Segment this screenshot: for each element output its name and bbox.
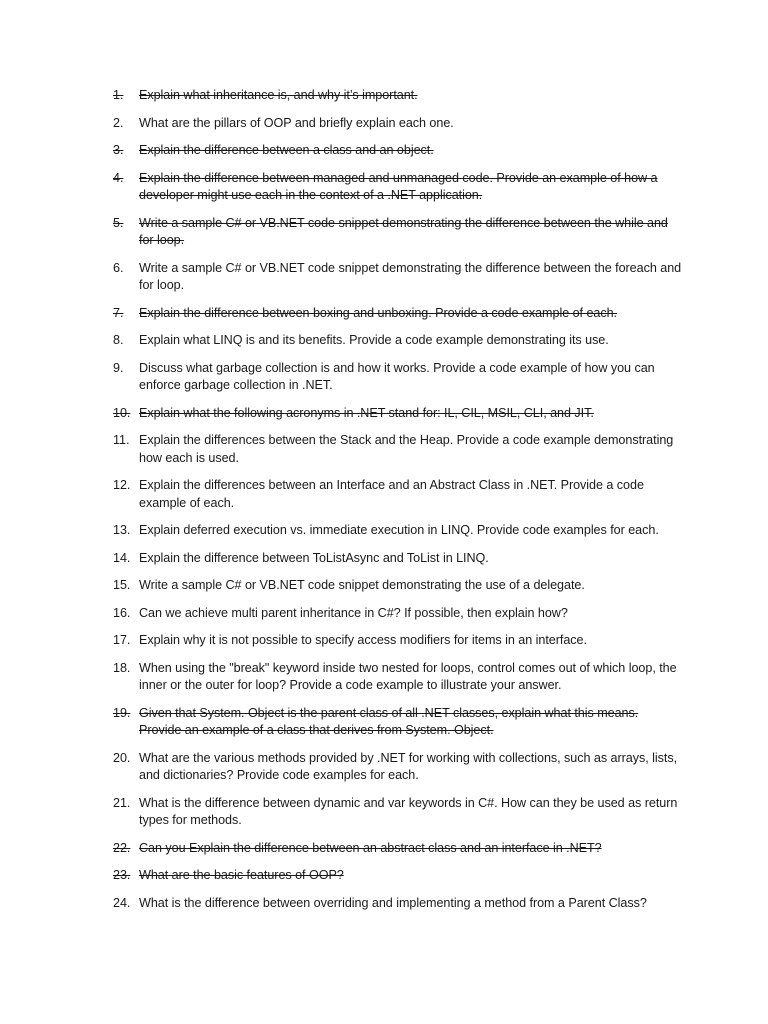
list-item [113,750,683,785]
list-item-text: What are the basic features of OOP? [139,868,344,882]
list-item-text: Can we achieve multi parent inheritance in C#? If possible, then explain how? [139,605,568,620]
list-item-number: 7. [113,305,124,320]
list-item [113,577,683,595]
list-item [113,87,683,105]
list-item-text: Explain the differences between an Interface and an Abstract Class in .NET. Provide a code example of each. [139,478,644,510]
list-item-number: 2. [113,115,124,130]
list-item [113,867,683,885]
list-item-number: 23. [113,868,131,882]
list-item-number: 4. [113,170,124,185]
list-item-text: Explain the difference between ToListAsync and ToList in LINQ. [139,550,489,565]
list-item-text: Discuss what garbage collection is and how it works. Provide a code example of how you can enforce garbage collection in .NET. [139,360,655,392]
list-item-number: 16. [113,605,131,620]
list-item [113,522,683,540]
list-item-number: 1. [113,88,124,102]
list-item-text: Explain why it is not possible to specify access modifiers for items in an interface. [139,633,587,647]
list-item [113,360,683,395]
list-item-number: 20. [113,750,131,765]
list-item [113,170,683,205]
list-item-text: Explain what the following acronyms in .NET stand for: IL, CIL, MSIL, CLI, and JIT. [139,405,594,420]
list-item [113,840,683,858]
list-item-text: When using the "break" keyword inside two nested for loops, control comes out of which loop, the inner or the outer for loop? Provide a code example to illustrate your answer. [139,660,677,692]
list-item-text: Explain the differences between the Stack and the Heap. Provide a code example demonstrating how each is used. [139,433,674,465]
list-item [113,605,683,623]
list-item-text: Write a sample C# or VB.NET code snippet demonstrating the difference between the while and for loop. [139,215,668,247]
list-item [113,305,683,323]
list-item-text: Explain the difference between a class and an object. [139,143,434,157]
list-item [113,142,683,160]
list-item [113,332,683,350]
list-item-text: Write a sample C# or VB.NET code snippet demonstrating the difference between the foreach and for loop. [139,260,682,292]
list-item-text: What are the pillars of OOP and briefly explain each one. [139,115,454,130]
list-item-number: 17. [113,633,131,647]
list-item-text: Write a sample C# or VB.NET code snippet demonstrating the use of a delegate. [139,578,585,592]
list-item-text: Explain what LINQ is and its benefits. Provide a code example demonstrating its use. [139,333,609,347]
list-item [113,895,683,913]
list-item [113,477,683,512]
list-item [113,632,683,650]
list-item-number: 6. [113,260,124,275]
list-item-number: 18. [113,660,131,675]
list-item [113,260,683,295]
list-item [113,215,683,250]
list-item-number: 10. [113,405,131,420]
list-item [113,550,683,568]
list-item-number: 5. [113,215,124,230]
list-item-number: 19. [113,705,131,720]
list-item [113,115,683,133]
list-item-text: Explain the difference between managed and unmanaged code. Provide an example of how a developer might use each in the context of a .NET application. [139,170,658,202]
list-item-text: Explain deferred execution vs. immediate execution in LINQ. Provide code examples for each. [139,523,659,537]
list-item-number: 21. [113,795,131,810]
list-item-text: Explain what inheritance is, and why it’s important. [139,88,418,102]
list-item-text: Given that System. Object is the parent class of all .NET classes, explain what this means. Provide an example of a class that derives from System. Object. [139,705,639,737]
list-item-text: What are the various methods provided by .NET for working with collections, such as arrays, lists, and dictionaries? Provide code examples for each. [139,750,678,782]
list-item-number: 9. [113,360,124,375]
list-item-text: Can you Explain the difference between an abstract class and an interface in .NET? [139,840,602,855]
list-item-number: 24. [113,895,131,910]
question-list [113,87,683,922]
list-item-number: 22. [113,840,131,855]
list-item [113,432,683,467]
list-item-number: 13. [113,523,131,537]
list-item [113,405,683,423]
list-item-number: 3. [113,143,124,157]
list-item [113,705,683,740]
list-item-number: 8. [113,333,124,347]
list-item-text: What is the difference between overriding and implementing a method from a Parent Class? [139,895,647,910]
list-item-number: 11. [113,433,130,447]
list-item-number: 14. [113,550,131,565]
list-item-number: 15. [113,578,131,592]
list-item-text: Explain the difference between boxing and unboxing. Provide a code example of each. [139,305,618,320]
list-item-number: 12. [113,478,131,492]
list-item [113,795,683,830]
list-item-text: What is the difference between dynamic and var keywords in C#. How can they be used as return types for methods. [139,795,678,827]
list-item [113,660,683,695]
